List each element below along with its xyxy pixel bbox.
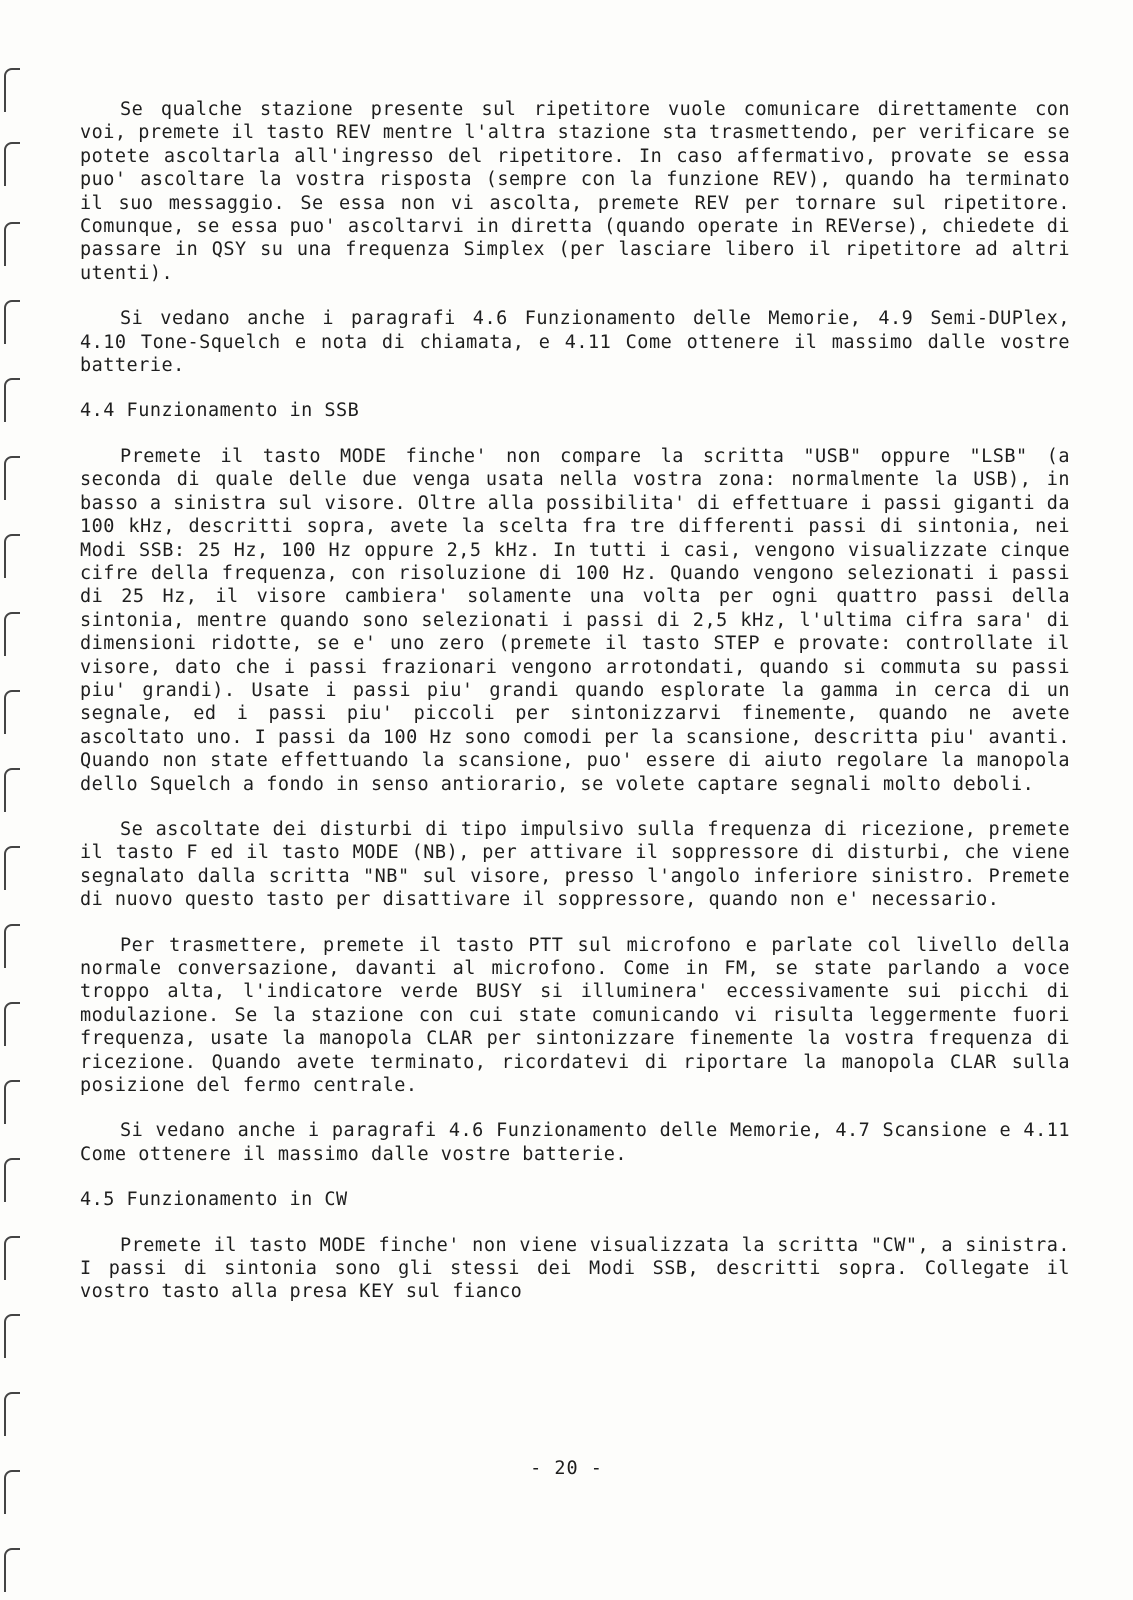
paragraph-ssb-transmit: Per trasmettere, premete il tasto PTT sul microfono e parlate col livello della normale conversazione, davanti al microfono. Come in FM, se state parlando a voce troppo alta, l'indicatore verde BUSY si illuminera' eccessivamente sui picchi di modulazione. Se la stazione con cui state comunicando vi risulta leggermente fuori frequenza, usate la manopola CLAR per sintonizzare finemente la vostra frequenza di ricezione. Quando avete terminato, ricordatevi di riportare la manopola CLAR sulla posizione del fermo centrale. <box>80 934 1070 1097</box>
paragraph-cw-mode: Premete il tasto MODE finche' non viene visualizzata la scritta "CW", a sinistra. I passi di sintonia sono gli stessi dei Modi SSB, descritti sopra. Collegate il vostro tasto alla presa KEY sul fianco <box>80 1234 1070 1303</box>
page-number: - 20 - <box>530 1458 603 1479</box>
paragraph-see-also-fm: Si vedano anche i paragrafi 4.6 Funzionamento delle Memorie, 4.9 Semi-DUPlex, 4.10 Tone-Squelch e nota di chiamata, e 4.11 Come ottenere il massimo dalle vostre batterie. <box>80 308 1070 377</box>
binding-holes <box>0 0 26 1600</box>
paragraph-repeater-reverse: Se qualche stazione presente sul ripetitore vuole comunicare direttamente con voi, premete il tasto REV mentre l'altra stazione sta trasmettendo, per verificare se potete ascoltarla all'ingresso del ripetitore. In caso affermativo, provate se essa puo' ascoltare la vostra risposta (sempre con la funzione REV), quando ha terminato il suo messaggio. Se essa non vi ascolta, premete REV per tornare sul ripetitore. Comunque, se essa puo' ascoltarvi in diretta (quando operate in REVerse), chiedete di passare in QSY su una frequenza Simplex (per lasciare libero il ripetitore ad altri utenti). <box>80 99 1070 284</box>
paragraph-ssb-steps: Premete il tasto MODE finche' non compare la scritta "USB" oppure "LSB" (a seconda di quale delle due venga usata nella vostra zona: normalmente la USB), in basso a sinistra sul visore. Oltre alla possibilita' di effettuare i passi giganti da 100 kHz, descritti sopra, avete la scelta fra tre differenti passi di sintonia, nei Modi SSB: 25 Hz, 100 Hz oppure 2,5 kHz. In tutti i casi, vengono visualizzate cinque cifre della frequenza, con risoluzione di 100 Hz. Quando vengono selezionati i passi di 25 Hz, il visore cambiera' solamente una volta per ogni quattro passi della sintonia, mentre quando sono selezionati i passi di 2,5 kHz, l'ultima cifra sara' di dimensioni ridotte, se e' uno zero (premete il tasto STEP e provate: controllate il visore, dato che i passi frazionari vengono arrotondati, quando si commuta su passi piu' grandi). Usate i passi piu' grandi quando esplorate la gamma in cerca di un segnale, ed i passi piu' piccoli per sintonizzarvi finemente, quando ne avete ascoltato uno. I passi da 100 Hz sono comodi per la scansione, descritta piu' avanti. Quando non state effettuando la scansione, puo' essere di aiuto regolare la manopola dello Squelch a fondo in senso antiorario, se volete captare segnali molto deboli. <box>80 445 1070 795</box>
paragraph-see-also-ssb: Si vedano anche i paragrafi 4.6 Funzionamento delle Memorie, 4.7 Scansione e 4.11 Come ottenere il massimo dalle vostre batterie. <box>80 1120 1070 1165</box>
paragraph-noise-blanker: Se ascoltate dei disturbi di tipo impulsivo sulla frequenza di ricezione, premete il tasto F ed il tasto MODE (NB), per attivare il soppressore di disturbi, che viene segnalato dalla scritta "NB" sul visore, presso l'angolo inferiore sinistro. Premete di nuovo questo tasto per disattivare il soppressore, quando non e' necessario. <box>80 818 1070 911</box>
document-page <box>80 98 1070 1326</box>
section-heading-cw: 4.5 Funzionamento in CW <box>80 1189 348 1211</box>
section-heading-ssb: 4.4 Funzionamento in SSB <box>80 400 360 422</box>
